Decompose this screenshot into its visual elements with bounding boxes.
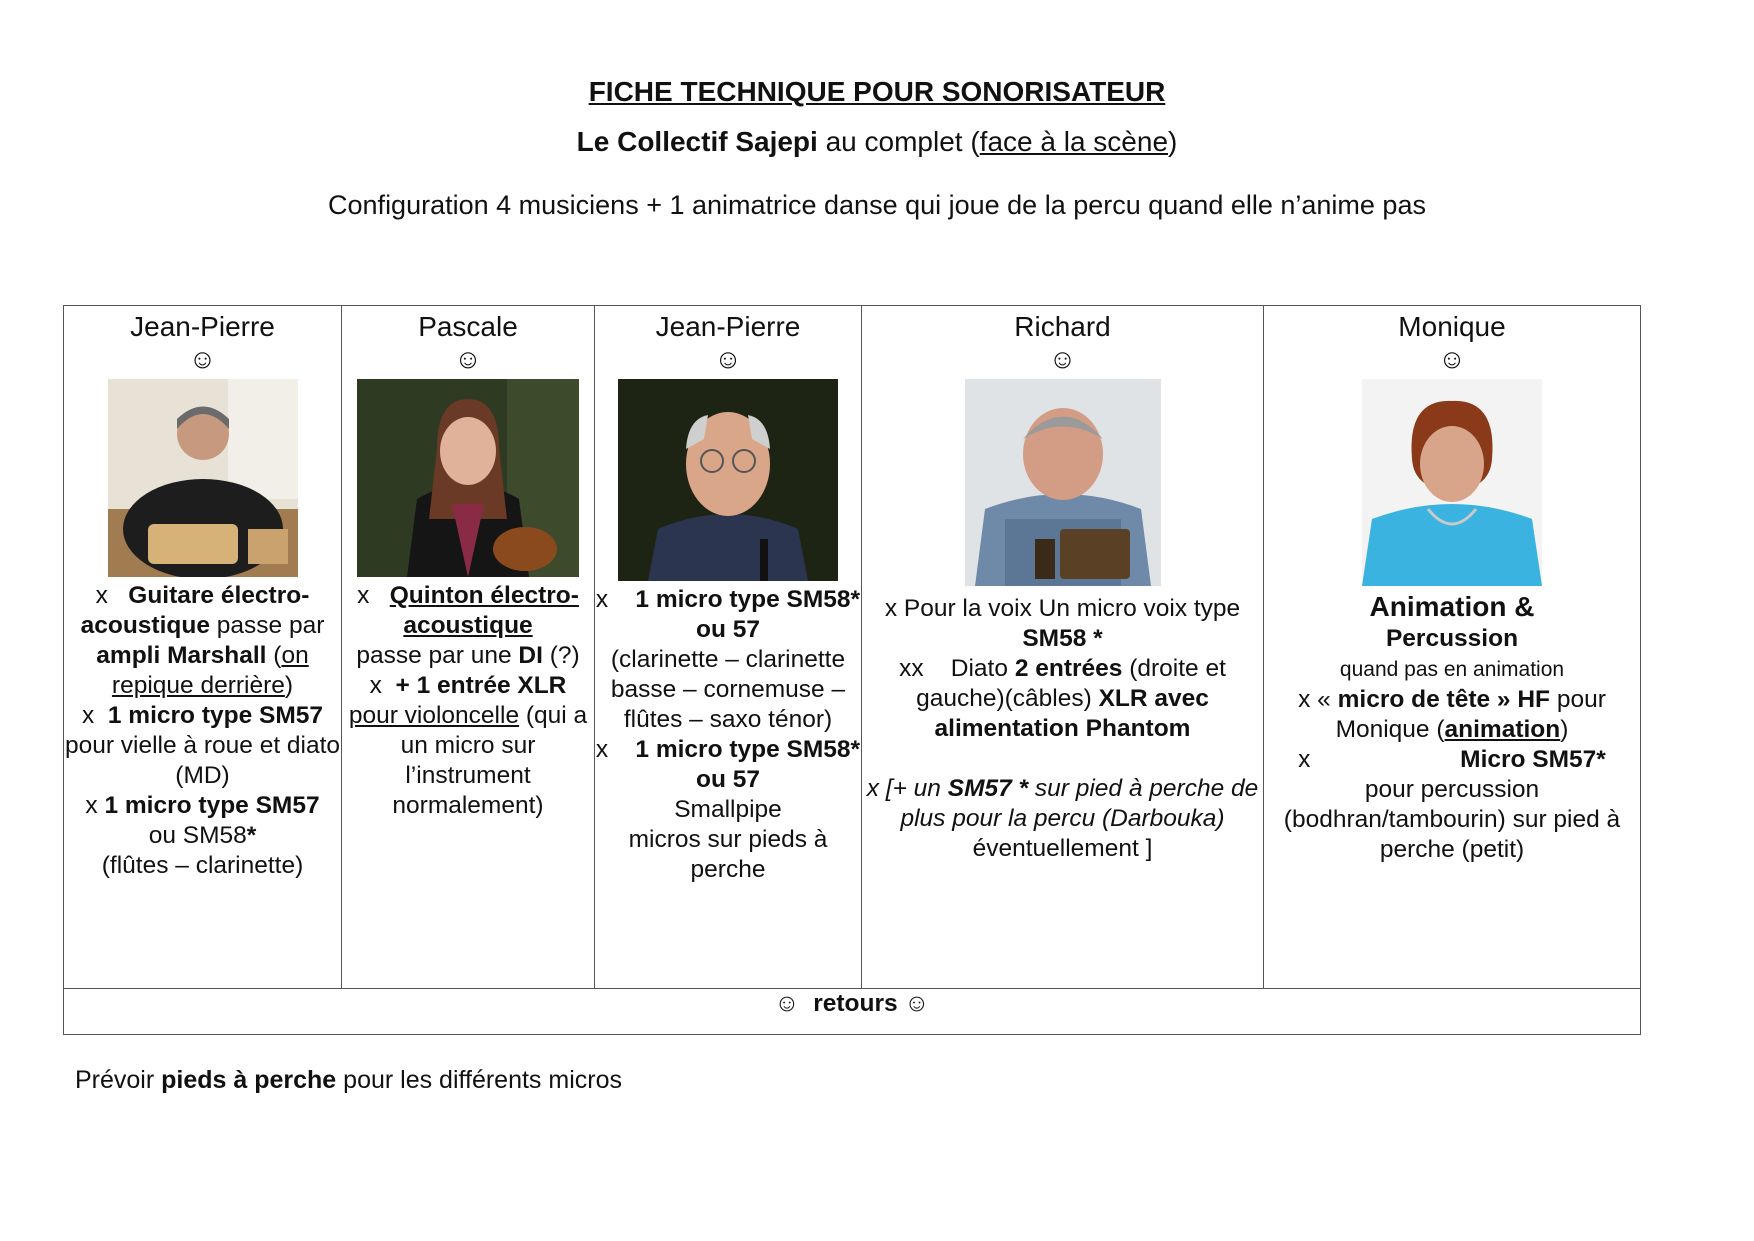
musician-name: Monique: [1398, 311, 1506, 342]
text: pour percussion (bodhran/tambourin) sur pied à perche (petit): [1283, 776, 1621, 863]
musician-photo: [357, 379, 579, 577]
equipment-guitar: Guitare électro-acoustique: [80, 582, 310, 639]
text: Prévoir: [75, 1066, 162, 1094]
bullet: xx: [899, 655, 924, 682]
equipment-description: [342, 581, 594, 821]
smiley-icon: ☺: [714, 344, 742, 374]
text: passe par: [209, 612, 325, 639]
equipment-mic: Micro SM57*: [1460, 746, 1606, 773]
subtitle-stage-note: face à la scène: [979, 126, 1169, 157]
role-subtitle: Percussion: [1385, 625, 1519, 652]
equipment-mic: 1 micro type SM57: [104, 792, 320, 819]
equipment-mic: SM57 *: [947, 775, 1029, 802]
equipment-quinton: Quinton électro-acoustique: [389, 582, 579, 639]
smiley-icon: ☺: [904, 990, 930, 1017]
note: animation: [1444, 716, 1561, 743]
text: ): [284, 672, 294, 699]
musician-cell-5: [1264, 306, 1641, 989]
musician-row: [64, 306, 1641, 989]
smiley-icon: ☺: [1438, 344, 1466, 374]
bullet: x: [369, 672, 382, 699]
subtitle-end: ): [1168, 126, 1178, 157]
group-name: Le Collectif Sajepi: [576, 126, 818, 157]
musician-photo: [965, 379, 1161, 586]
musician-name: Jean-Pierre: [130, 311, 275, 342]
role-note: quand pas en animation: [1339, 658, 1565, 681]
text: x «: [1298, 686, 1338, 713]
equipment-xlr: + 1 entrée XLR: [395, 672, 567, 699]
page-title: FICHE TECHNIQUE POUR SONORISATEUR: [588, 76, 1166, 107]
note: on repique derrière: [111, 642, 309, 699]
text: ): [1560, 716, 1569, 743]
text: pour Monique (: [1335, 686, 1606, 743]
role-title: Animation &: [1369, 591, 1535, 622]
bullet: x: [357, 582, 370, 609]
text: éventuellement ]: [972, 835, 1153, 862]
bullet: x: [95, 582, 108, 609]
equipment-headset: micro de tête » HF: [1337, 686, 1551, 713]
musician-name: Richard: [1014, 311, 1111, 342]
musician-name: Pascale: [418, 311, 518, 342]
bullet: x: [595, 736, 609, 763]
bullet: x: [85, 792, 98, 819]
equipment-amp: ampli Marshall: [96, 642, 267, 669]
musician-table: [63, 305, 1641, 1035]
text: (flûtes – clarinette): [101, 852, 304, 879]
text: micros sur pieds à perche: [628, 826, 828, 883]
text: x Pour la voix Un micro voix type: [884, 595, 1241, 622]
equipment-mic: 1 micro type SM58*: [635, 736, 861, 763]
footer-bold: pieds à perche: [161, 1066, 337, 1094]
musician-cell-1: [64, 306, 342, 989]
equipment-mic: 1 micro type SM57: [107, 702, 323, 729]
smiley-icon: ☺: [1048, 344, 1077, 374]
text: (clarinette – clarinette basse – cornemuse – flûtes – saxo ténor): [610, 646, 846, 733]
retours-label: retours: [813, 990, 898, 1017]
musician-photo: [108, 379, 298, 577]
text: Smallpipe: [674, 796, 782, 823]
text: pour les différents micros: [336, 1066, 622, 1094]
asterisk: *: [246, 822, 257, 849]
equipment-mic: 1 micro type SM58* ou 57: [635, 586, 861, 643]
equipment-description: [862, 594, 1263, 864]
equipment-xlr: XLR avec alimentation Phantom: [934, 685, 1209, 742]
text: Diato: [950, 655, 1015, 682]
equipment-di: DI: [518, 642, 543, 669]
text: passe par une: [356, 642, 519, 669]
bullet: x: [81, 702, 95, 729]
smiley-icon: ☺: [454, 344, 482, 374]
subtitle-text: au complet (: [817, 126, 980, 157]
text: ou SM58: [148, 822, 247, 849]
smiley-icon: ☺: [774, 990, 800, 1017]
text: (droite et gauche)(câbles): [916, 655, 1226, 712]
configuration-line: Configuration 4 musiciens + 1 animatrice danse qui joue de la percu quand elle n’anime pas: [328, 190, 1426, 220]
optional-note: sur pied à perche de plus pour la percu (Darbouka): [900, 775, 1259, 832]
text: (?): [542, 642, 580, 669]
musician-cell-2: [342, 306, 595, 989]
equipment-description: [595, 585, 861, 885]
note: pour violoncelle: [348, 702, 520, 729]
equipment-mic-alt: ou 57: [696, 766, 760, 793]
text: pour vielle à roue et diato (MD): [64, 732, 341, 789]
text: (qui a un micro sur l’instrument normalement): [392, 702, 588, 819]
text: (: [266, 642, 282, 669]
footer-note: [75, 1066, 622, 1095]
optional-note: x [+ un: [866, 775, 948, 802]
equipment-inputs: 2 entrées: [1014, 655, 1123, 682]
bullet: x: [595, 586, 609, 613]
musician-photo: [618, 379, 838, 581]
musician-photo: [1362, 379, 1542, 586]
equipment-mic: SM58 *: [1022, 625, 1103, 652]
smiley-icon: ☺: [188, 344, 217, 374]
musician-cell-3: [595, 306, 862, 989]
bullet: x: [1298, 746, 1311, 773]
equipment-description: [1264, 592, 1640, 865]
page-subtitle: [0, 126, 1754, 158]
musician-name: Jean-Pierre: [655, 311, 801, 342]
retours-cell: [64, 989, 1641, 1035]
equipment-description: [64, 581, 341, 881]
musician-cell-4: [862, 306, 1264, 989]
retours-row: [64, 989, 1641, 1035]
